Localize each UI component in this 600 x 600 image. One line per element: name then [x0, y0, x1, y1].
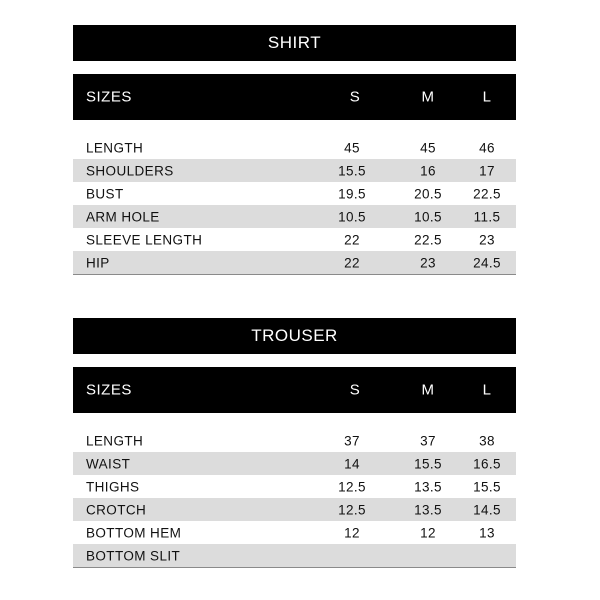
trouser-header-row: SIZES S M L: [73, 367, 516, 413]
cell-s: 37: [344, 433, 360, 448]
cell-m: 45: [420, 140, 436, 155]
table-row: [73, 228, 516, 251]
cell-l: 22.5: [473, 186, 501, 201]
shirt-header-row: SIZES S M L: [73, 74, 516, 120]
trouser-size-chart: [73, 318, 516, 568]
cell-m: 13.5: [414, 479, 442, 494]
cell-s: 10.5: [338, 209, 366, 224]
cell-l: 38: [479, 433, 495, 448]
shirt-title: SHIRT: [267, 33, 322, 52]
cell-m: 22.5: [414, 232, 442, 247]
row-label: HIP: [86, 255, 110, 270]
cell-s: 12: [344, 525, 360, 540]
cell-l: 11.5: [473, 209, 501, 224]
cell-m: 23: [420, 255, 436, 270]
shirt-rows: [73, 136, 516, 275]
row-label: LENGTH: [86, 433, 144, 448]
shirt-header-sizes: SIZES: [86, 88, 132, 106]
cell-l: 17: [479, 163, 495, 178]
table-row: [73, 544, 516, 567]
trouser-header-sizes: SIZES: [86, 381, 132, 399]
trouser-title: TROUSER: [251, 326, 338, 345]
shirt-size-chart: [73, 25, 516, 275]
table-row: [73, 136, 516, 159]
trouser-title-bar: [73, 318, 516, 354]
row-label: LENGTH: [86, 140, 144, 155]
table-row: [73, 452, 516, 475]
table-row: [73, 429, 516, 452]
trouser-rows: [73, 429, 516, 568]
table-row: [73, 498, 516, 521]
cell-m: 16: [420, 163, 436, 178]
cell-m: 15.5: [414, 456, 442, 471]
row-label: THIGHS: [86, 479, 140, 494]
row-label: CROTCH: [86, 502, 147, 517]
table-row: [73, 159, 516, 182]
cell-s: 12.5: [338, 479, 366, 494]
cell-m: 20.5: [414, 186, 442, 201]
cell-s: 14: [344, 456, 360, 471]
table-row: [73, 205, 516, 228]
table-row: [73, 251, 516, 274]
row-label: BOTTOM SLIT: [86, 548, 181, 563]
cell-m: 12: [420, 525, 436, 540]
cell-l: 14.5: [473, 502, 501, 517]
row-label: BOTTOM HEM: [86, 525, 182, 540]
row-label: ARM HOLE: [86, 209, 160, 224]
cell-l: 46: [479, 140, 495, 155]
cell-l: 16.5: [473, 456, 501, 471]
row-label: WAIST: [86, 456, 131, 471]
cell-s: 22: [344, 255, 360, 270]
row-label: BUST: [86, 186, 124, 201]
row-label: SHOULDERS: [86, 163, 174, 178]
cell-s: 22: [344, 232, 360, 247]
cell-m: 37: [420, 433, 436, 448]
cell-m: 10.5: [414, 209, 442, 224]
row-label: SLEEVE LENGTH: [86, 232, 203, 247]
cell-s: 19.5: [338, 186, 366, 201]
shirt-title-bar: [73, 25, 516, 61]
cell-l: 24.5: [473, 255, 501, 270]
table-row: [73, 182, 516, 205]
cell-l: 15.5: [473, 479, 501, 494]
cell-m: 13.5: [414, 502, 442, 517]
cell-s: 12.5: [338, 502, 366, 517]
table-row: [73, 521, 516, 544]
cell-s: 45: [344, 140, 360, 155]
table-row: [73, 475, 516, 498]
cell-l: 13: [479, 525, 495, 540]
cell-l: 23: [479, 232, 495, 247]
cell-s: 15.5: [338, 163, 366, 178]
